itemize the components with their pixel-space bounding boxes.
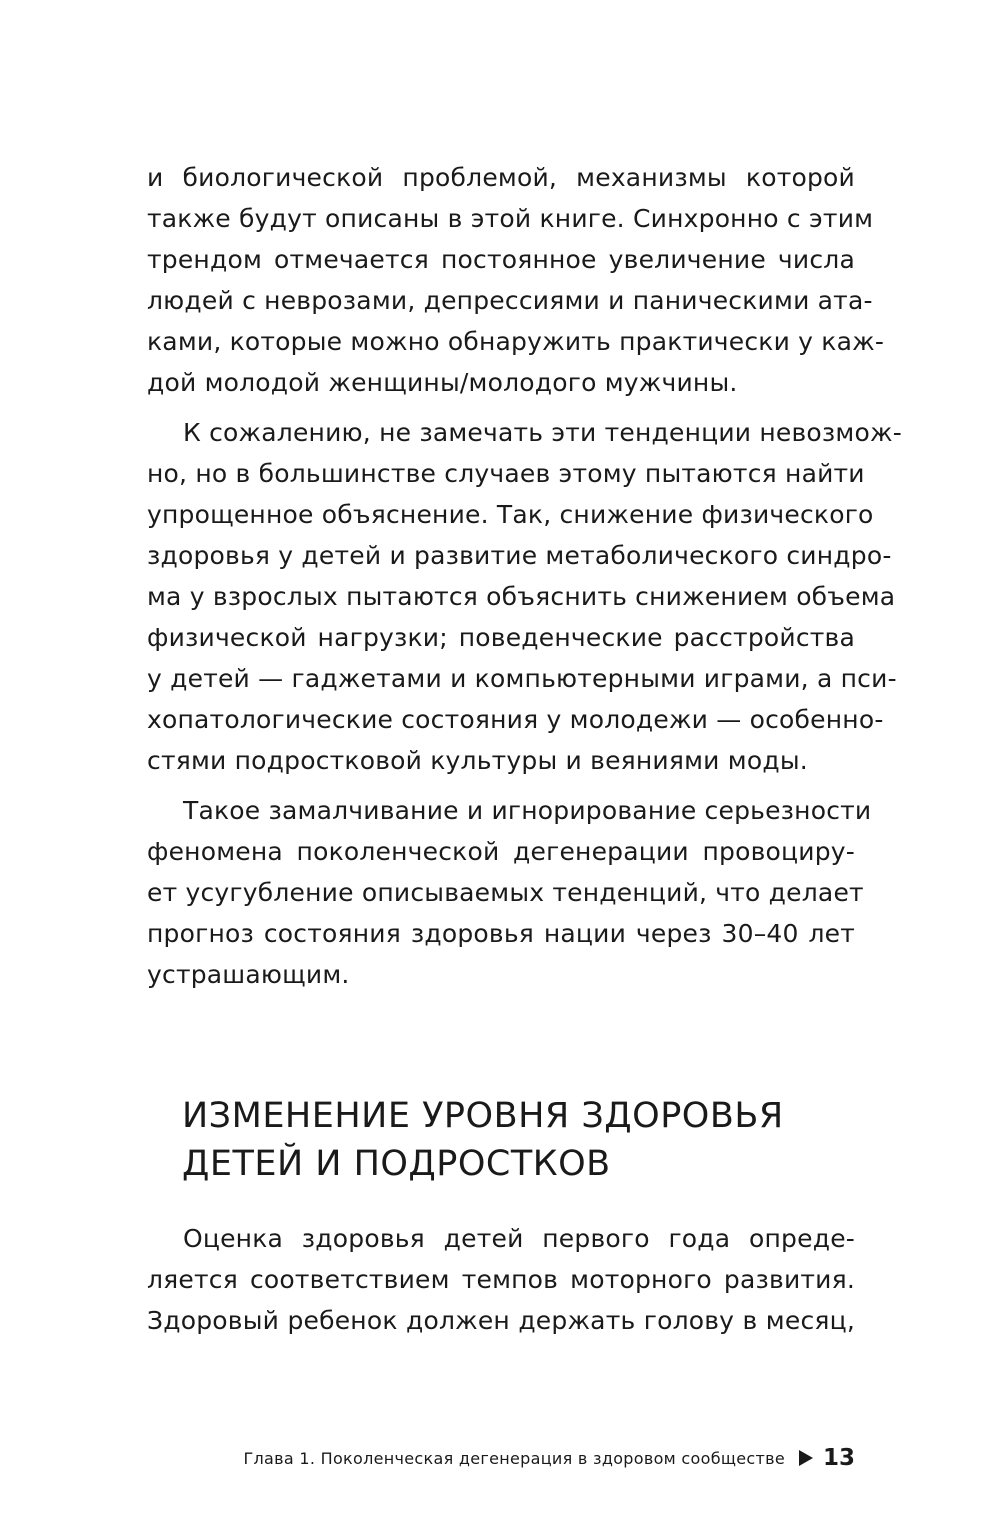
page-footer [200, 1440, 855, 1476]
page-number: 13 [822, 1445, 855, 1471]
text-line: упрощенное объяснение. Так, снижение физического [147, 500, 874, 529]
text-line: дой молодой женщины/молодого мужчины. [147, 368, 738, 397]
text-line: Оценка здоровья детей первого года опреде- [183, 1224, 855, 1253]
paragraph-3 [147, 790, 872, 995]
text-line: Такое замалчивание и игнорирование серьезности [183, 796, 872, 825]
section-heading [182, 1092, 882, 1188]
text-line: К сожалению, не замечать эти тенденции невозмож- [183, 418, 902, 447]
text-line: также будут описаны в этой книге. Синхронно с этим [147, 204, 874, 233]
text-line: и биологической проблемой, механизмы которой [147, 163, 855, 192]
body-text-section [147, 1218, 855, 1341]
text-line: ет усугубление описываемых тенденций, что делает [147, 878, 864, 907]
text-line: хопатологические состояния у молодежи — особенно- [147, 705, 884, 734]
text-line: феномена поколенческой дегенерации провоциру- [147, 837, 855, 866]
text-line: ляется соответствием темпов моторного развития. [147, 1265, 855, 1294]
text-line: здоровья у детей и развитие метаболического синдро- [147, 541, 892, 570]
heading-line: ДЕТЕЙ И ПОДРОСТКОВ [182, 1144, 611, 1184]
section-paragraph-1 [147, 1218, 855, 1341]
paragraph-2 [147, 412, 902, 781]
text-line: но, но в большинстве случаев этому пытаются найти [147, 459, 865, 488]
text-line: людей с неврозами, депрессиями и паническими ата- [147, 286, 873, 315]
body-text-top [147, 157, 902, 995]
text-line: у детей — гаджетами и компьютерными играми, а пси- [147, 664, 897, 693]
text-line: трендом отмечается постоянное увеличение числа [147, 245, 855, 274]
paragraph-1 [147, 157, 885, 403]
text-line: ками, которые можно обнаружить практически у каж- [147, 327, 885, 356]
text-line: стями подростковой культуры и веяниями моды. [147, 746, 808, 775]
text-line: прогноз состояния здоровья нации через 30–40 лет [147, 919, 855, 948]
text-line: устрашающим. [147, 960, 350, 989]
text-line: физической нагрузки; поведенческие расстройства [147, 623, 855, 652]
running-title: Глава 1. Поколенческая дегенерация в здоровом сообществе [243, 1448, 785, 1468]
heading-line: ИЗМЕНЕНИЕ УРОВНЯ ЗДОРОВЬЯ [182, 1096, 784, 1136]
text-line: ма у взрослых пытаются объяснить снижением объема [147, 582, 896, 611]
triangle-right-icon [799, 1450, 813, 1466]
text-line: Здоровый ребенок должен держать голову в месяц, [147, 1306, 855, 1335]
